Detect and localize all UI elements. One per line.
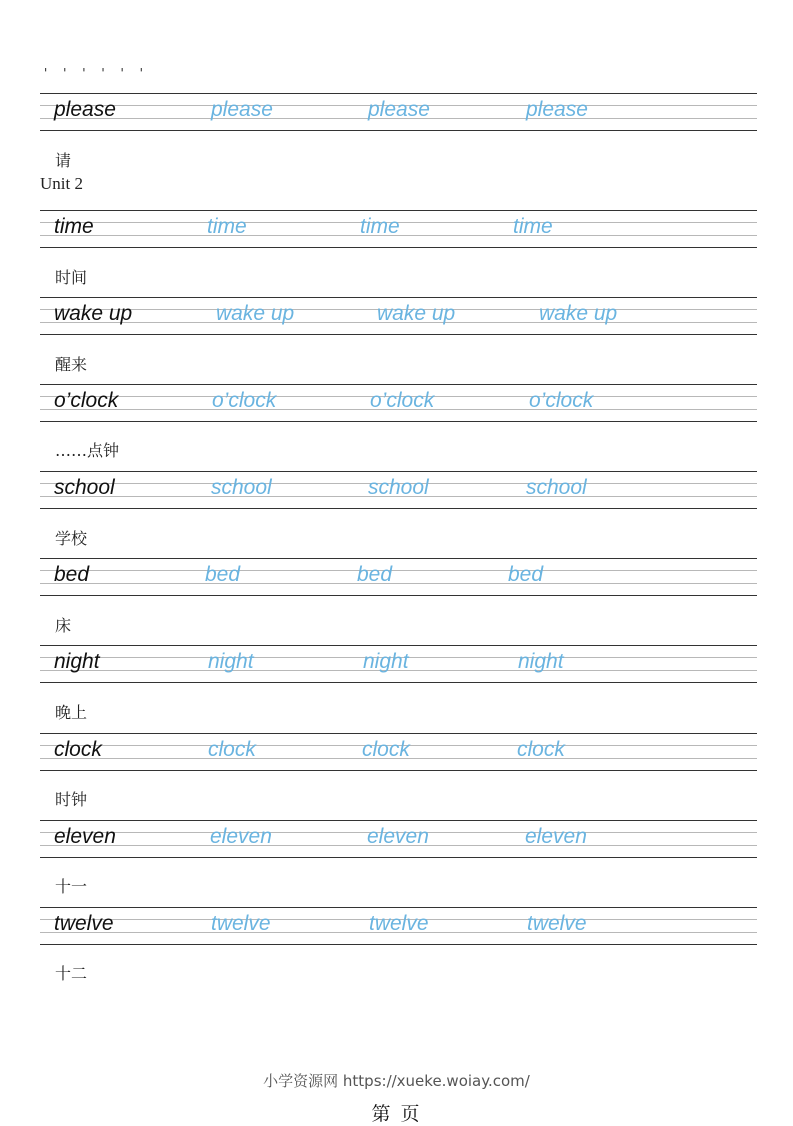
practice-row — [40, 471, 757, 509]
word-meaning: 请 — [55, 151, 72, 170]
cut-off-text-fragment: ' ' ' ' ' ' — [44, 66, 149, 78]
word-meaning: 晚上 — [55, 703, 88, 722]
trace-word: wake up — [539, 302, 618, 325]
trace-word: o’clock — [370, 389, 435, 412]
trace-word: time — [360, 215, 400, 238]
practice-row — [40, 558, 757, 596]
vocab-word: please — [54, 98, 116, 121]
trace-word: school — [526, 476, 587, 499]
word-meaning: ……点钟 — [55, 441, 120, 460]
trace-word: night — [208, 650, 254, 673]
page-number-label: 第 页 — [371, 1103, 422, 1125]
vocab-word: time — [54, 215, 94, 238]
trace-word: time — [207, 215, 247, 238]
trace-word: time — [513, 215, 553, 238]
trace-word: clock — [362, 738, 410, 761]
practice-row — [40, 820, 757, 858]
practice-row — [40, 384, 757, 422]
word-meaning: 时间 — [55, 268, 88, 287]
trace-word: bed — [508, 563, 544, 586]
trace-word: night — [363, 650, 409, 673]
trace-word: twelve — [369, 912, 429, 935]
practice-row — [40, 93, 757, 131]
trace-word: wake up — [377, 302, 456, 325]
trace-word: bed — [205, 563, 241, 586]
practice-row — [40, 645, 757, 683]
trace-word: eleven — [525, 825, 587, 848]
word-meaning: 十二 — [55, 964, 88, 983]
practice-row — [40, 297, 757, 335]
vocab-word: wake up — [54, 302, 133, 325]
vocab-word: night — [54, 650, 100, 673]
trace-word: twelve — [211, 912, 271, 935]
trace-word: please — [526, 98, 588, 121]
word-meaning: 学校 — [55, 529, 88, 548]
trace-word: school — [211, 476, 272, 499]
vocab-word: twelve — [54, 912, 114, 935]
trace-word: clock — [208, 738, 256, 761]
trace-word: please — [368, 98, 430, 121]
trace-word: clock — [517, 738, 565, 761]
practice-row — [40, 907, 757, 945]
word-meaning: 时钟 — [55, 790, 88, 809]
trace-word: school — [368, 476, 429, 499]
vocab-word: eleven — [54, 825, 116, 848]
vocab-word: clock — [54, 738, 102, 761]
footer-source: 小学资源网 https://xueke.woiay.com/ — [263, 1072, 530, 1090]
trace-word: eleven — [367, 825, 429, 848]
trace-word: please — [211, 98, 273, 121]
vocab-word: o’clock — [54, 389, 119, 412]
trace-word: o’clock — [212, 389, 277, 412]
practice-row — [40, 210, 757, 248]
trace-word: twelve — [527, 912, 587, 935]
unit-heading: Unit 2 — [40, 174, 83, 193]
trace-word: wake up — [216, 302, 295, 325]
trace-word: night — [518, 650, 564, 673]
word-meaning: 十一 — [55, 877, 88, 896]
word-meaning: 床 — [55, 616, 72, 635]
trace-word: o’clock — [529, 389, 594, 412]
word-meaning: 醒来 — [55, 355, 88, 374]
practice-row — [40, 733, 757, 771]
vocab-word: bed — [54, 563, 90, 586]
trace-word: eleven — [210, 825, 272, 848]
trace-word: bed — [357, 563, 393, 586]
vocab-word: school — [54, 476, 115, 499]
